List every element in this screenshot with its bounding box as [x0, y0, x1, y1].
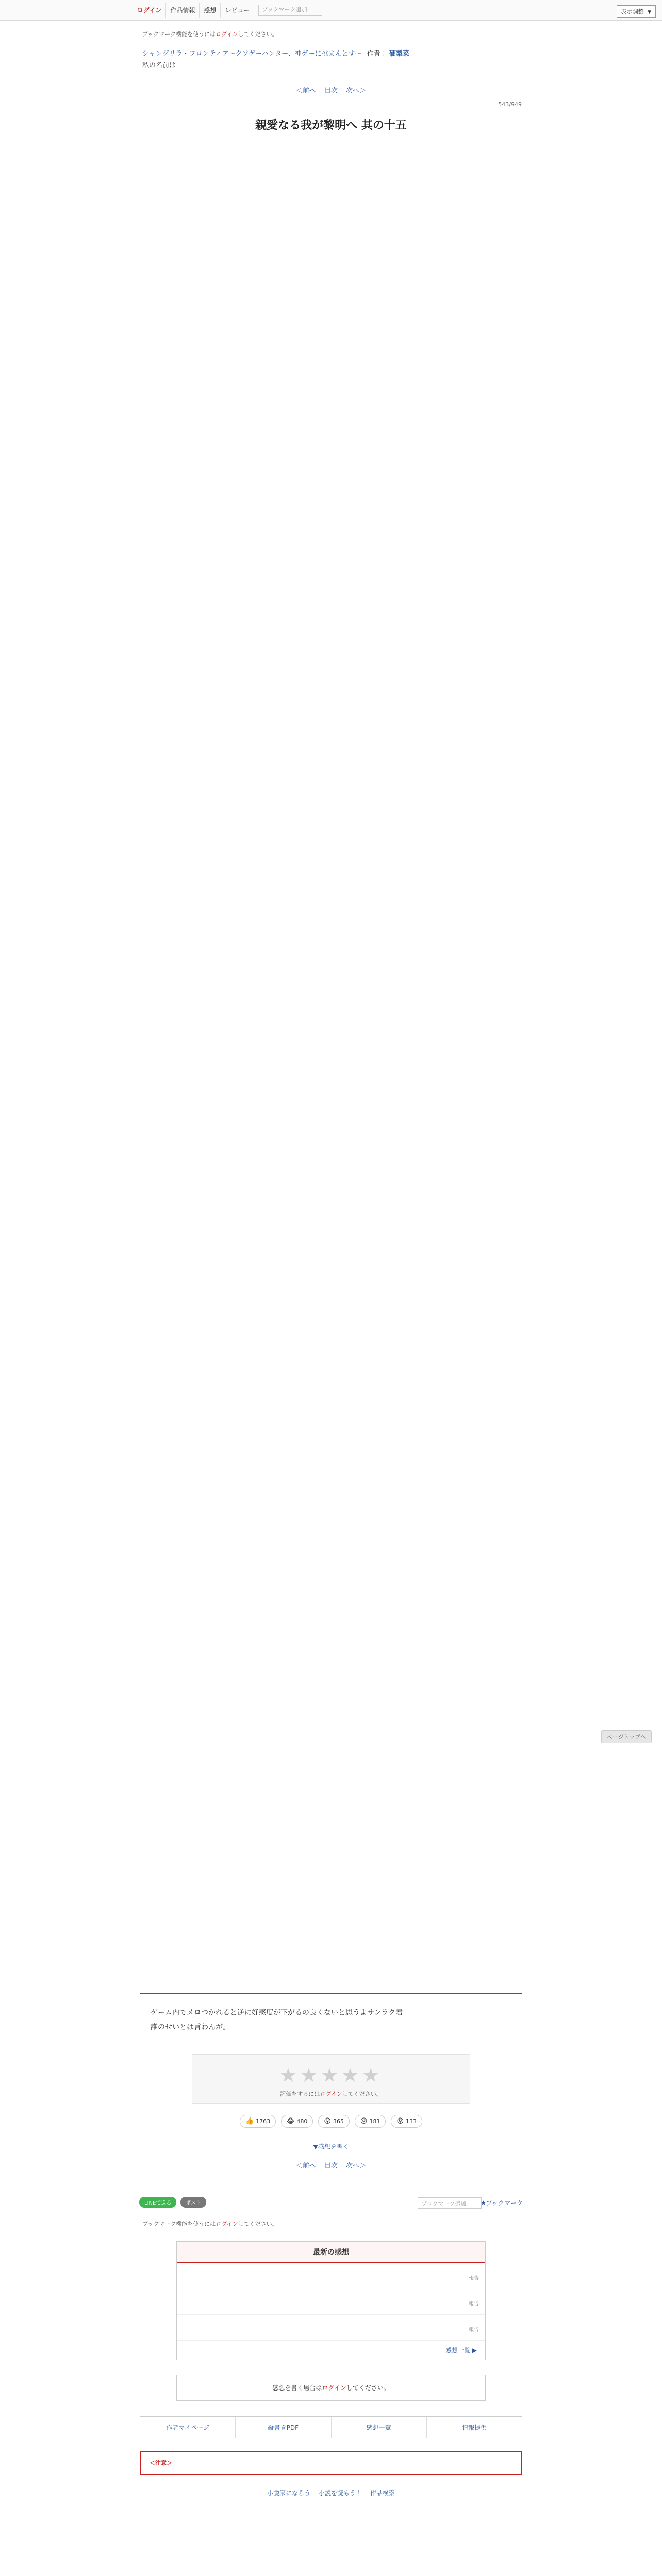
- yomou-link[interactable]: 小説を読もう！: [318, 2489, 362, 2497]
- review-form-note-suffix: してください。: [346, 2384, 390, 2392]
- info-report-link[interactable]: 情報提供: [461, 2424, 487, 2431]
- narou-link[interactable]: 小説家になろう: [267, 2489, 311, 2497]
- work-search-link[interactable]: 作品検索: [370, 2489, 395, 2497]
- bookmark-note-login-link[interactable]: ログイン: [216, 2221, 238, 2227]
- bookmark-note-suffix: してください。: [238, 2221, 278, 2227]
- review-report-link[interactable]: 報告: [469, 2327, 479, 2333]
- afterword-line: ゲーム内でメロつかれると逆に好感度が下がるの良くないと思うよサンラク君: [151, 2009, 403, 2017]
- bookmark-note-login-link[interactable]: ログイン: [216, 31, 238, 38]
- review-link[interactable]: レビュー: [221, 3, 254, 18]
- write-impression-link[interactable]: ▼感想を書く: [313, 2143, 349, 2150]
- login-link[interactable]: ログイン: [133, 3, 166, 18]
- review-meta: [185, 2300, 477, 2307]
- latest-reviews: [176, 2241, 486, 2360]
- chapter-body: [143, 161, 519, 1977]
- chevron-down-icon: ▼: [648, 10, 651, 15]
- bookmark-note-bottom: [142, 2219, 662, 2228]
- afterword: [151, 2006, 511, 2035]
- impressions-list-link[interactable]: 感想一覧: [332, 2417, 427, 2438]
- display-settings-label: 表示調整: [621, 8, 644, 15]
- reviews-header: 最新の感想: [177, 2242, 485, 2263]
- caution-box: [140, 2451, 522, 2475]
- next-chapter-link[interactable]: 次へ＞: [346, 87, 367, 95]
- reaction-like-button[interactable]: [240, 2115, 276, 2128]
- post-share-button[interactable]: ポスト: [180, 2197, 206, 2208]
- reaction-count: 480: [296, 2118, 308, 2125]
- reaction-laugh-button[interactable]: [281, 2115, 313, 2128]
- display-settings-dropdown[interactable]: [617, 5, 656, 18]
- bookmark-button[interactable]: ★ブックマーク: [481, 2199, 523, 2207]
- thumbs-up-icon: 👍: [245, 2117, 254, 2125]
- next-chapter-link[interactable]: 次へ＞: [346, 2162, 367, 2170]
- laugh-icon: 😂: [287, 2117, 295, 2125]
- afterword-divider: [140, 1993, 522, 1994]
- review-report-link[interactable]: 報告: [469, 2301, 479, 2307]
- review-meta: [185, 2326, 477, 2333]
- review-report-link[interactable]: 報告: [469, 2276, 479, 2281]
- rating-login-link[interactable]: ログイン: [320, 2091, 342, 2097]
- reaction-surprise-button[interactable]: [318, 2115, 350, 2128]
- reactions-bar: [0, 2115, 662, 2128]
- reviews-more-link[interactable]: 感想一覧 ▶: [177, 2340, 485, 2360]
- bookmark-note: [142, 30, 662, 38]
- page-top-button[interactable]: ページトップへ: [601, 1730, 652, 1743]
- review-meta: [185, 2275, 477, 2281]
- work-info-link[interactable]: 作品情報: [166, 3, 200, 18]
- bookmark-search-box-bottom[interactable]: ブックマーク追加: [418, 2197, 482, 2209]
- footer-nav: [140, 2416, 522, 2438]
- toc-link[interactable]: 目次: [324, 2162, 338, 2170]
- author-mypage-link[interactable]: 作者マイページ: [140, 2417, 236, 2438]
- subseries-title: 私の名前は: [142, 62, 176, 70]
- series-title-link[interactable]: シャングリラ・フロンティア〜クソゲーハンター、神ゲーに挑まんとす〜: [142, 50, 362, 58]
- author-label: 作者：: [367, 50, 387, 58]
- bookmark-search-box[interactable]: ブックマーク追加: [258, 5, 322, 16]
- bookmark-note-prefix: ブックマーク機能を使うには: [142, 31, 216, 38]
- chapter-pager-top: [0, 85, 662, 95]
- reaction-count: 133: [406, 2118, 417, 2125]
- afterword-line: 誰のせいとは言わんが。: [151, 2023, 230, 2031]
- rating-note: [192, 2090, 470, 2098]
- bookmark-note-prefix: ブックマーク機能を使うには: [142, 2221, 216, 2227]
- review-item: [177, 2314, 485, 2340]
- review-item: [177, 2263, 485, 2289]
- top-bar: [0, 0, 662, 21]
- angry-icon: 😡: [396, 2117, 404, 2125]
- rating-stars-icon[interactable]: ★★★★★: [279, 2064, 383, 2087]
- prev-chapter-link[interactable]: ＜前へ: [295, 87, 316, 95]
- review-form-note: [176, 2375, 486, 2401]
- chapter-header: [140, 101, 522, 132]
- review-login-link[interactable]: ログイン: [322, 2384, 346, 2392]
- reaction-angry-button[interactable]: [391, 2115, 422, 2128]
- line-share-button[interactable]: LINEで送る: [139, 2197, 176, 2208]
- chapter-title: 親愛なる我が黎明へ 其の十五: [255, 119, 407, 132]
- share-bar: [0, 2191, 662, 2213]
- vertical-pdf-link[interactable]: 縦書きPDF: [236, 2417, 331, 2438]
- footer-links: [0, 2488, 662, 2497]
- review-form-note-prefix: 感想を書く場合は: [272, 2384, 322, 2392]
- caution-title: ＜注意＞: [150, 2460, 172, 2466]
- reaction-count: 365: [333, 2118, 344, 2125]
- bookmark-note-suffix: してください。: [238, 31, 278, 38]
- series-line: [142, 48, 524, 60]
- reaction-count: 181: [369, 2118, 380, 2125]
- author-link[interactable]: 硬梨菜: [389, 50, 409, 58]
- surprise-icon: 😮: [324, 2117, 331, 2125]
- chapter-number: 543/949: [498, 101, 522, 108]
- impressions-link[interactable]: 感想: [200, 3, 221, 18]
- reaction-cry-button[interactable]: [355, 2115, 386, 2128]
- review-item: [177, 2289, 485, 2314]
- cry-icon: 😢: [360, 2117, 368, 2125]
- prev-chapter-link[interactable]: ＜前へ: [295, 2162, 316, 2170]
- toc-link[interactable]: 目次: [324, 87, 338, 95]
- reaction-count: 1763: [256, 2118, 271, 2125]
- rating-note-suffix: してください。: [342, 2091, 382, 2097]
- rating-box: [192, 2054, 470, 2104]
- chapter-pager-bottom: [0, 2160, 662, 2170]
- rating-note-prefix: 評価をするには: [280, 2091, 320, 2097]
- series-info: [142, 48, 524, 70]
